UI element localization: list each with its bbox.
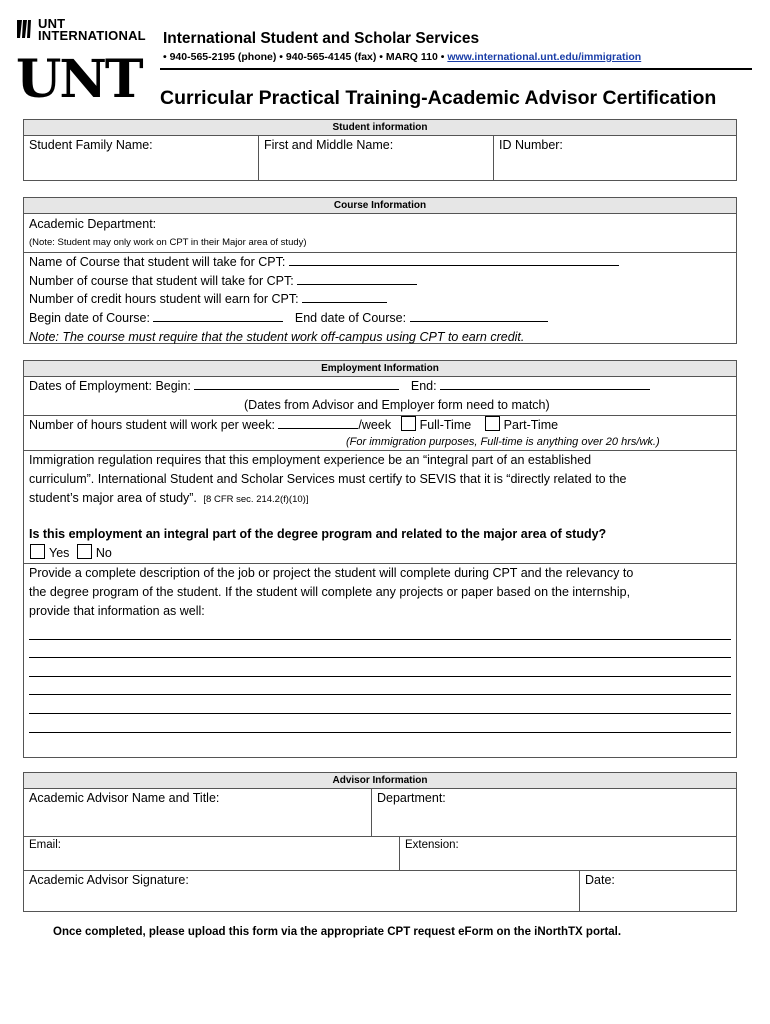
advisor-date-field[interactable] xyxy=(580,871,736,911)
hours-label: Number of hours student will work per week: xyxy=(29,418,275,432)
advisor-row-3 xyxy=(24,871,736,911)
writing-line xyxy=(29,640,731,659)
logo-big-text: UNT xyxy=(16,49,142,110)
advisor-information-section xyxy=(23,772,737,912)
employment-end-input[interactable] xyxy=(440,378,650,390)
course-begin-date-input[interactable] xyxy=(153,310,283,322)
upload-instructions: Once completed, please upload this form via the appropriate CPT request eForm on the iNorthTX portal. xyxy=(53,926,622,938)
no-label: No xyxy=(95,546,112,560)
advisor-signature-field[interactable] xyxy=(24,871,580,911)
date-label: Date: xyxy=(585,873,615,887)
family-name-label: Student Family Name: xyxy=(29,138,153,152)
hours-row xyxy=(24,415,736,435)
writing-line xyxy=(29,677,731,696)
writing-line xyxy=(29,695,731,714)
dates-match-note: (Dates from Advisor and Employer form need to match) xyxy=(244,398,550,412)
org-title: International Student and Scholar Services xyxy=(163,30,480,47)
full-time-checkbox[interactable] xyxy=(401,416,416,431)
signature-label: Academic Advisor Signature: xyxy=(29,873,189,887)
part-time-checkbox[interactable] xyxy=(485,416,500,431)
dates-begin-label: Dates of Employment: Begin: xyxy=(29,379,191,393)
employment-begin-input[interactable] xyxy=(194,378,399,390)
department-note: (Note: Student may only work on CPT in their Major area of study) xyxy=(29,236,307,248)
header-divider xyxy=(160,68,752,70)
describe-line-2: the degree program of the student. If the student will complete any projects or paper based on the internship, xyxy=(29,585,631,599)
id-number-field[interactable] xyxy=(494,136,736,180)
credit-hours-row xyxy=(24,290,736,309)
extension-label: Extension: xyxy=(405,839,459,851)
advisor-department-field[interactable] xyxy=(372,789,736,836)
hours-input[interactable] xyxy=(278,417,358,429)
cfr-citation: [8 CFR sec. 214.2(f)(10)] xyxy=(203,494,309,505)
advisor-department-label: Department: xyxy=(377,791,446,805)
course-number-row xyxy=(24,272,736,291)
advisor-extension-field[interactable] xyxy=(400,837,736,870)
email-label: Email: xyxy=(29,839,61,851)
part-time-label: Part-Time xyxy=(503,418,559,432)
course-information-section xyxy=(23,197,737,344)
form-title: Curricular Practical Training-Academic Advisor Certification xyxy=(160,87,717,109)
describe-line-3: provide that information as well: xyxy=(29,604,205,618)
dates-end-label: End: xyxy=(410,379,437,393)
credit-hours-input[interactable] xyxy=(302,291,387,303)
offcampus-note: Note: The course must require that the student work off-campus using CPT to earn credit. xyxy=(29,329,525,344)
yes-checkbox[interactable] xyxy=(30,544,45,559)
describe-line-1: Provide a complete description of the job or project the student will complete during CPT and the relevancy to xyxy=(29,566,634,580)
department-label: Academic Department: xyxy=(29,217,157,231)
eagle-logo-icon xyxy=(16,18,32,40)
contact-text: • 940-565-2195 (phone) • 940-565-4145 (fax) • MARQ 110 • xyxy=(163,51,445,63)
regulation-line-2: curriculum”. International Student and Scholar Services must certify to SEVIS that it is “directly related to the xyxy=(29,472,627,486)
course-end-date-input[interactable] xyxy=(410,310,548,322)
course-name-input[interactable] xyxy=(289,254,619,266)
job-description-block xyxy=(24,563,736,733)
advisor-row-1 xyxy=(24,789,736,837)
fulltime-note: (For immigration purposes, Full-time is anything over 20 hrs/wk.) xyxy=(346,436,660,448)
student-information-section xyxy=(23,119,737,181)
per-week-label: /week xyxy=(358,418,392,432)
name-title-label: Academic Advisor Name and Title: xyxy=(29,791,220,805)
full-time-label: Full-Time xyxy=(419,418,472,432)
first-name-label: First and Middle Name: xyxy=(264,138,394,152)
employment-information-section xyxy=(23,360,737,758)
contact-line xyxy=(163,51,641,63)
course-number-input[interactable] xyxy=(297,273,417,285)
course-dates-row xyxy=(24,309,736,328)
advisor-name-title-field[interactable] xyxy=(24,789,372,836)
no-checkbox[interactable] xyxy=(77,544,92,559)
employment-info-heading: Employment Information xyxy=(24,361,736,377)
employment-dates-row xyxy=(24,377,736,396)
regulation-line-3: student’s major area of study”. [8 CFR sec. 214.2(f)(10)] xyxy=(29,491,309,505)
id-label: ID Number: xyxy=(499,138,563,152)
course-name-row xyxy=(24,252,736,272)
logo-small-text: UNT INTERNATIONAL xyxy=(38,16,146,43)
yes-no-row xyxy=(24,544,736,563)
immigration-link[interactable]: www.international.unt.edu/immigration xyxy=(447,51,642,63)
advisor-row-2 xyxy=(24,837,736,871)
course-number-label: Number of course that student will take for CPT: xyxy=(29,273,294,288)
integral-question: Is this employment an integral part of the degree program and related to the major area of study? xyxy=(29,527,607,541)
advisor-info-heading: Advisor Information xyxy=(24,773,736,789)
yes-label: Yes xyxy=(49,546,70,560)
course-name-label: Name of Course that student will take for CPT: xyxy=(29,255,286,270)
begin-date-label: Begin date of Course: xyxy=(29,310,150,325)
job-description-input[interactable] xyxy=(24,621,736,733)
writing-line xyxy=(29,621,731,640)
first-middle-name-field[interactable] xyxy=(259,136,494,180)
regulation-line-1: Immigration regulation requires that this employment experience be an “integral part of an established xyxy=(29,453,592,467)
end-date-label: End date of Course: xyxy=(294,310,407,325)
student-family-name-field[interactable] xyxy=(24,136,259,180)
advisor-email-field[interactable] xyxy=(24,837,400,870)
course-info-heading: Course Information xyxy=(24,198,736,214)
writing-line xyxy=(29,658,731,677)
academic-department-field[interactable] xyxy=(24,215,736,234)
student-info-heading: Student information xyxy=(24,120,736,136)
credit-hours-label: Number of credit hours student will earn for CPT: xyxy=(29,292,299,307)
writing-line xyxy=(29,714,731,733)
regulation-block xyxy=(24,450,736,509)
